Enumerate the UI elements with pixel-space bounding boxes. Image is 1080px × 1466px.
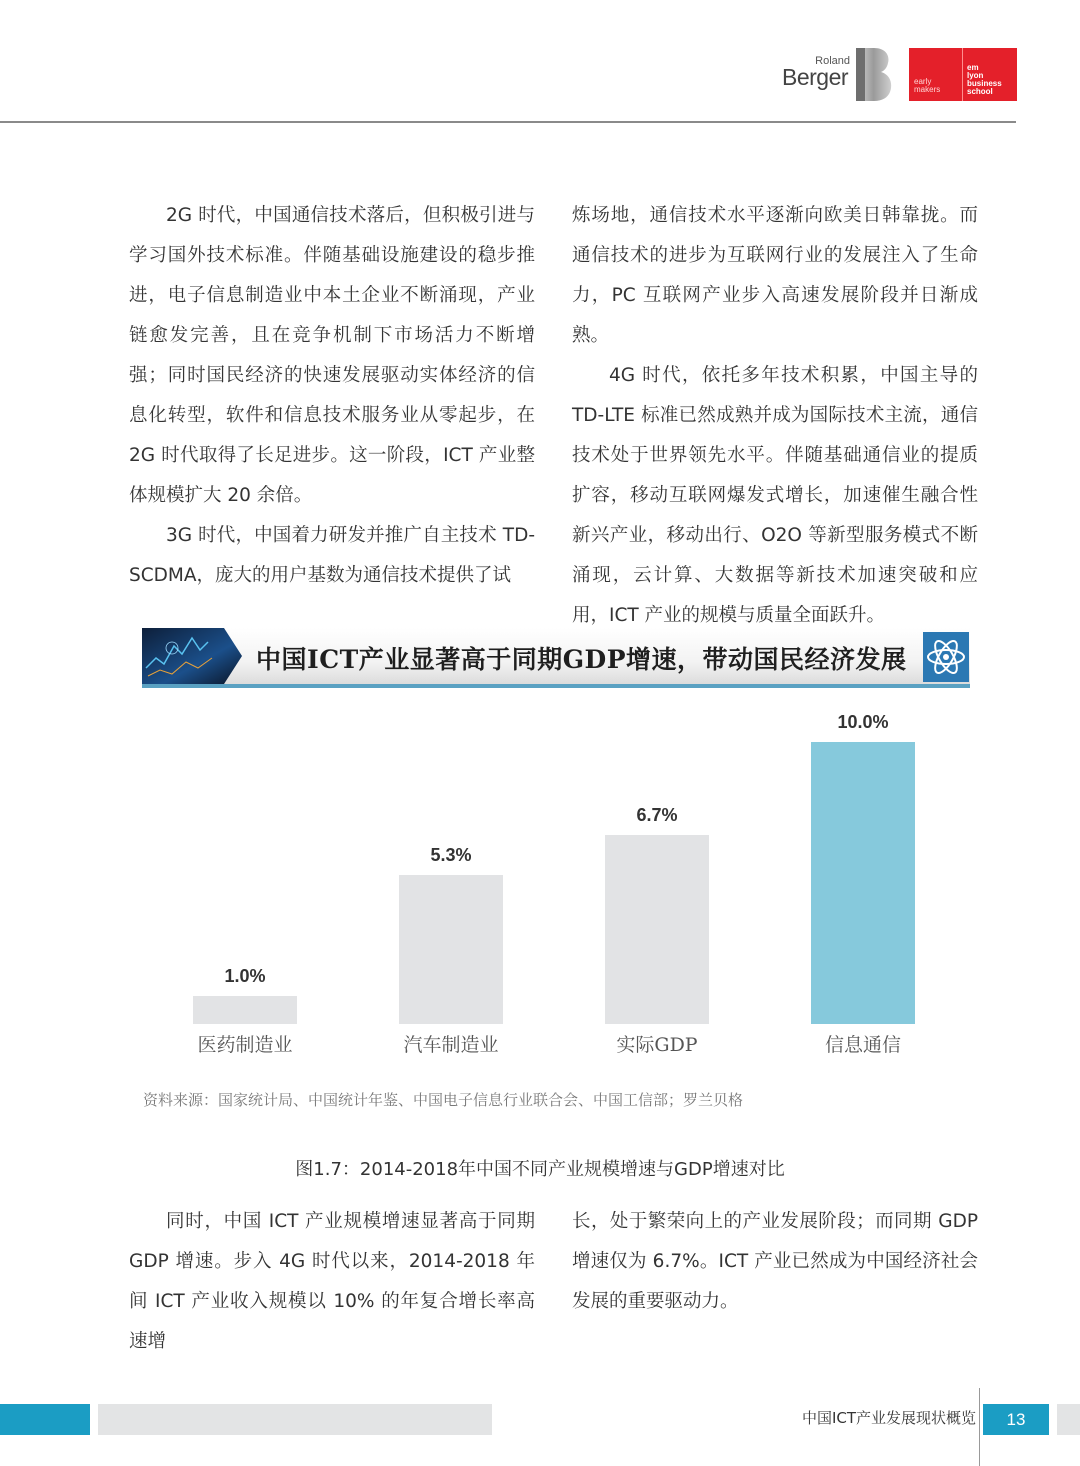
page-number: 13 (983, 1404, 1049, 1435)
paragraph: 同时，中国 ICT 产业规模增速显著高于同期 GDP 增速。步入 4G 时代以来，2014-2018 年间 ICT 产业收入规模以 10% 的年复合增长率高速增 (129, 1211, 535, 1352)
bar-value-label: 6.7% (636, 805, 678, 825)
logo-big-text: Berger (782, 64, 849, 90)
banner-underline (142, 684, 970, 688)
paragraph: 3G 时代，中国着力研发并推广自主技术 TD-SCDMA，庞大的用户基数为通信技术提供了试 (129, 525, 535, 586)
footer-grey-bar-right (1057, 1404, 1080, 1435)
source-note: 资料来源：国家统计局、中国统计年鉴、中国电子信息行业联合会、中国工信部；罗兰贝格 (143, 1091, 744, 1109)
em-left-text: early makers (914, 77, 941, 94)
footer-title: 中国ICT产业发展现状概览 (802, 1409, 977, 1427)
figure-caption: 图1.7：2014-2018年中国不同产业规模增速与GDP增速对比 (295, 1159, 785, 1180)
em-right-text: em lyon business school (967, 63, 1002, 96)
paragraph: 炼场地，通信技术水平逐渐向欧美日韩靠拢。而通信技术的进步为互联网行业的发展注入了生命力，PC 互联网产业步入高速发展阶段并日渐成熟。 (572, 205, 978, 346)
body-column-left-top (129, 196, 535, 596)
paragraph: 4G 时代，依托多年技术积累，中国主导的 TD-LTE 标准已然成熟并成为国际技术主流，通信技术处于世界领先水平。伴随基础通信业的提质扩容，移动互联网爆发式增长，加速催生融合性新兴产业，移动出行、O2O 等新型服务模式不断涌现，云计算、大数据等新技术加速突破和应用，ICT 产业的规模与质量全面跃升。 (572, 365, 978, 626)
bar-chart (140, 700, 980, 1070)
body-column-right-bottom (572, 1202, 978, 1322)
bar-4 (811, 742, 915, 1024)
bar-value-label: 1.0% (224, 966, 266, 986)
bar-3 (605, 835, 709, 1024)
paragraph: 长，处于繁荣向上的产业发展阶段；而同期 GDP 增速仅为 6.7%。ICT 产业已然成为中国经济社会发展的重要驱动力。 (572, 1211, 978, 1312)
b-letter-icon (854, 46, 894, 102)
footer-grey-bar (98, 1404, 492, 1435)
atom-icon (923, 632, 969, 682)
bar-1 (193, 996, 297, 1024)
footer-divider (979, 1388, 980, 1466)
paragraph: 2G 时代，中国通信技术落后，但积极引进与学习国外技术标准。伴随基础设施建设的稳步推进，电子信息制造业中本土企业不断涌现，产业链愈发完善，且在竞争机制下市场活力不断增强；同时国民经济的快速发展驱动实体经济的信息化转型，软件和信息技术服务业从零起步，在 2G 时代取得了长足进步。这一阶段，ICT 产业整体规模扩大 20 余倍。 (129, 205, 535, 506)
emlyon-logo (909, 48, 1017, 101)
bar-value-label: 5.3% (430, 845, 472, 865)
roland-berger-logo (780, 44, 896, 104)
section-banner (142, 628, 970, 688)
bar-2 (399, 875, 503, 1024)
logo-small-text: Roland (815, 55, 850, 67)
header-divider (0, 121, 1016, 123)
category-label: 医药制造业 (197, 1034, 293, 1056)
category-label: 实际GDP (616, 1034, 698, 1056)
banner-title: 中国ICT产业显著高于同期GDP增速，带动国民经济发展 (256, 645, 907, 674)
category-label: 汽车制造业 (403, 1034, 499, 1056)
body-column-left-bottom (129, 1202, 535, 1362)
body-column-right-top (572, 196, 978, 636)
footer-accent-bar (0, 1404, 90, 1435)
banner-tech-image (142, 628, 242, 684)
bar-value-label: 10.0% (837, 712, 889, 732)
category-label: 信息通信 (824, 1034, 901, 1056)
logo-divider (962, 48, 963, 101)
